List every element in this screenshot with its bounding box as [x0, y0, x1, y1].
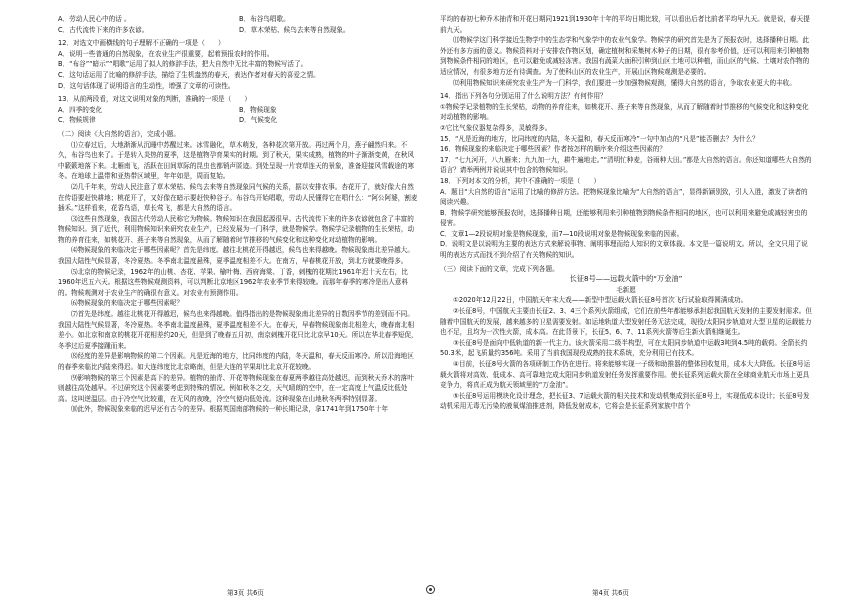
q12-option-d: D．这句话体现了说明语言的生动性，增强了文章的可读性。	[58, 81, 235, 90]
question-13: 13．从前两段看，对这文说明对象的判断，准确的一项是（ ）	[58, 95, 252, 104]
paragraph: ⑶这些自然现象，我国古代劳动人民称它为物候。物候知识在我国起源很早。古代流传下来的许多农谚就包含了丰富的物候知识。到了近代，利用物候知识来研究农业生产，已经发展为一门科学，就是物候学。物候学记录植物的生长荣枯，动物的养育往来，如桃花开、燕子来等自然现象，从而了解随着时节推移的气候变化和这种变化对动植物的影响。	[58, 214, 415, 244]
paragraph: ⑼影响物候的第三个因素是高下的差异。植物的抽青、开花等物候现象在春夏两季越往高处越迟，而到秋天乔木的落叶则越往高处越早。不过研究这个因素要考虑到特殊的情况。例如秋冬之交，天气晴朗的空中，在一定高度上气温反比低处高。这叫逆温层。由于冷空气比较重，在无风的夜晚，冷空气便向低处流。这种现象在山地秋冬两季特别显著。	[58, 373, 414, 403]
option-c: C．古代流传下来的许多农谚。	[58, 25, 149, 34]
q13-option-a: A．四季的变化	[58, 105, 103, 114]
q18-option-b: B．物候学研究能够预报农时，选择播种日期，还能够利用来引种植物到物候条件相同的地区，也可以利用来避免或减轻害虫的侵害。	[440, 208, 808, 228]
option-row	[58, 14, 420, 25]
paragraph: ⑸北京的物候记录，1962年的山桃、杏花、苹果、榆叶梅、西府海棠、丁香，刺槐的花期比1961年迟十天左右，比1960年迟五六天。根据这些物候观测资料，可以判断北京地区1962年农业季节来得较晚。而那年春季的寒冷是出人意料的。物候观测对于农业生产的确很有意义。对农业有预测作用。	[58, 267, 409, 297]
paragraph: ⑴立春过后，大地渐渐从沉睡中苏醒过来。冰雪融化，草木萌发，各种花次第开放。再过两个月，燕子翩然归来。不久，布谷鸟也来了。于是转入炎热的夏季，这是植物孕育果实的时期。到了秋天，果实成熟，植物的叶子渐渐变黄，在秋风中簌簌地落下来。北雁南飞，活跃在田间草际的昆虫也都销声匿迹。到处呈现一片衰草连天的景象，准备迎接风雪载途的寒冬。在地球上温带和亚热带区域里，年年如是，周而复始。	[58, 140, 415, 181]
binding-hole-icon	[426, 585, 435, 594]
option-row	[58, 115, 420, 126]
option-row	[58, 25, 420, 36]
article-title: 长征8号——远载火箭中的“万金油”	[569, 274, 683, 284]
section-heading: （三）阅读下面的文章，完成下列各题。	[440, 264, 559, 273]
article-paragraph: ②长征8号，中国航天主要由长征2、3、4三个系列火箭组成，它们在前些年都能够承担起我国航天发射的主要发射需求。但随着中国航天的发展，越来越多的卫星需要发射。如运地轨道大型发射任务无法完成，现役/太阳同步轨道对大型卫星的运载能力也不足，且均为一次性火箭，成本高。在此背景下，长征5、6、7、11系列火箭等后生新火箭相继诞生。	[440, 307, 812, 337]
q12-option-b: B．“布谷”“暗示”“唱歌”运用了拟人的修辞手法，把大自然中无比丰富的物候写活了。	[58, 60, 308, 69]
question-15: 15．“凡是近海的地方，比同纬度的内陆，冬天温和，春天反而寒冷”一句中加点的“凡是”能否删去？为什么？	[440, 134, 759, 143]
question-12: 12．对选文中画横线的句子理解不正确的一项是（ ）	[58, 39, 225, 48]
page-number-right: 第4页 共6页	[592, 589, 629, 597]
paragraph: ⑷物候现象的来临决定于哪些因素呢？首先是纬度。越往北桃花开得越迟，候鸟也来得越晚。物候现象南北差异越大。我国大陆性气候显著，冬冷夏热。冬季南北温度悬殊，夏季温度相差不大。在南方，早春桃花开放，到北方就要晚得多。	[58, 246, 414, 266]
right-column	[440, 14, 812, 412]
option-d: D．草木荣枯、候鸟去来等自然现象。	[239, 25, 350, 34]
option-row	[58, 105, 420, 116]
paragraph: ⑻经度的差异是影响物候的第二个因素。凡是近海的地方，比同纬度的内陆，冬天温和，春天反而寒冷。所以沿海地区的春季来临比内陆来得迟。如大连纬度比北京略南，但是大连的苹果却比北京开花较晚。	[58, 352, 414, 371]
paragraph: ⑾物候学这门科学接近生物学中的生态学和气象学中的农业气象学。物候学的研究首先是为了预报农时，选择播种日期。此外还有多方面的意义。物候资料对于安排农作物区划，确定植树和采集树木种子的日期，很有参考价值，还可以利用来引种植物到物候条件相同的地区，也可以避免或减轻冻害。我国有蔬菜大面积引种到山区土地可以种植，而山区的气候、土壤对农作物的适应情况，有很多地方还有待调查。为了使科山区的农业生产，开展山区物候观测是必要的。	[440, 36, 810, 76]
q14-item: ②它比气象仪器复杂得多，灵敏得多。	[440, 123, 552, 132]
article-paragraph: ⑤长征8号运用模块化设计理念，把长征3、7运载火箭的相关技术和发动机集成到长征8号上，实现低成本设计；长征8号发动机采用无毒无污染的液氧煤油推进剂，降低发射成本，它将会是长征系列家族中首个	[440, 391, 810, 411]
q12-option-a: A．说明一些普通的自然现象，在农业生产很重要，起着预报农时的作用。	[58, 49, 274, 58]
paragraph: 平均的春初七种乔木抽青和开花日期同1921到1930年十年的平均日期比较，可以看出后者比前者平均早九天。就是说，春天提前九天。	[440, 15, 810, 34]
question-17: 17．“七九河开，八九雁来；九九加一九，耕牛遍地走。”“清明忙种麦，谷雨种大田。”都是大自然的语言。你还知道哪些大自然的语言？请举两例并说说其中包含的物候知识。	[440, 155, 812, 175]
left-column	[58, 14, 420, 415]
section-heading: （二）阅读《大自然的语言》，完成小题。	[58, 129, 180, 138]
option-a: A．劳动人民心中的话 。	[58, 15, 131, 23]
paragraph: ⑽此外，物候现象来临的迟早还有古今的差异。根据英国南部物候的一种长期记录，拿1741年到1750年十年	[71, 405, 389, 414]
q13-option-c: C．物候规律	[58, 116, 96, 125]
q12-option-c: C．这句话运用了比喻的修辞手法，描绘了生机盎然的春天，表达作者对春天的喜爱之情。	[58, 70, 320, 79]
article-paragraph: ①2020年12月22日，中国航天年末大戏——新型中型运载火箭长征8号首次飞行试验取得圆满成功。	[453, 296, 748, 305]
article-paragraph: ③长征8号是面向中低轨道的新一代主力。该火箭采用二级半构型，可在太阳同步轨道中运载3吨到4.5吨的载荷。全箭长约50.3米，起飞质量约356吨。采用了当前我国现役成熟的技术系统，充分利用已有技术。	[440, 338, 808, 358]
q14-item: ①物候学记录植物的生长荣枯，动物的养育往来，如桃花开、燕子来等自然现象，从而了解随着时节推移的气候变化和这种变化对动植物的影响。	[440, 102, 809, 122]
article-author: 毛新愿	[616, 285, 636, 294]
page-number-left: 第3页 共6页	[227, 589, 264, 597]
q13-option-b: B．物候现象	[239, 105, 277, 114]
question-14: 14．指出下列各句分别运用了什么说明方法？有何作用？	[440, 92, 607, 101]
question-18: 18．下列对本文的分析，其中不准确的一项是（ ）	[440, 176, 601, 185]
paragraph: ⑵几千年来，劳动人民注意了草木荣枯、候鸟去来等自然现象同气候的关系，据以安排农事。杏花开了，就好像大自然在传语要赶快耕地；桃花开了，又好像在暗示要赶快种谷子。布谷鸟开始唱歌，劳动人民懂得它在唱什么：“阿公阿婆，割麦插禾。”这样看来，花香鸟语，草长莺飞，都是大自然的语言。	[58, 182, 418, 213]
q18-option-a: A．题目“大自然的语言”运用了比喻的修辞方法。把物候现象比喻为“大自然的语言”，显得新颖别致，引人入胜，激发了读者的阅读兴趣。	[440, 187, 808, 207]
q13-option-d: D．气候变化	[239, 116, 278, 125]
paragraph: ⑿利用物候知识来研究农业生产为一门科学，我们要进一步加强物候观测，懂得大自然的语言，争取农业更大的丰收。	[453, 78, 796, 87]
q18-option-d: D．说明文是以说明为主要的表达方式来解说事物、阐明事理而给人知识的文章体裁。本文是一篇说明文。所以，全文只用了说明的表达方式而找不到介绍了有关物候的知识。	[440, 240, 808, 260]
paragraph: ⑹物候现象的来临决定于哪些因素呢？	[71, 299, 184, 308]
option-b: B．布谷鸟唱歌。	[239, 15, 290, 23]
paragraph: ⑺首先是纬度。越往北桃花开得越迟，候鸟也来得越晚。值得指出的是物候现象南北差异的日数因季节的差别而不同。我国大陆性气候显著，冬冷夏热。冬季南北温度悬殊，夏季温度相差不大。在春天，早春物候现象南北相差大，晚春南北相差小。如北京和南京的桃花开花相差约20天，但是到了晚春五月初，南京刺槐开花只比北京早10天。所以在华北春季短促，冬季过后夏季接踵而来。	[58, 310, 418, 350]
question-16: 16．物候现象的来临决定于哪些因素？作者按怎样的顺序来介绍这些因素的？	[440, 145, 666, 154]
article-paragraph: ④目前，长征8号火箭的各项研制工作仍在进行。将来能够实现一子级和助推器的整体回收复用，成本大大降低。长征8号运载火箭将对高效、低成本、高可靠地完成太阳同步轨道发射任务发挥重要作用。使长征系列运载火箭在全球商业航天市场上更具竞争力，将真正成为航天领域里的“万金油”。	[440, 360, 811, 390]
q18-option-c: C．文章1—2段说明对象是物候现象，而7—10段说明对象是物候现象来临的因素。	[440, 229, 684, 238]
